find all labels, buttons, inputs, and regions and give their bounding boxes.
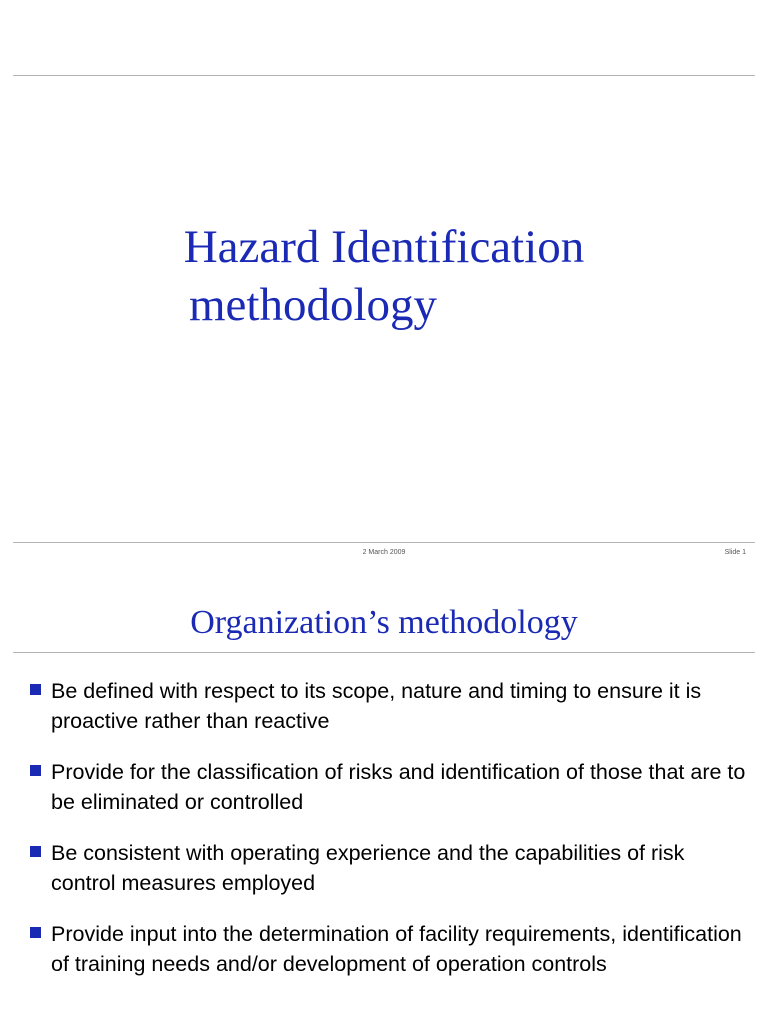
slide1-title-line2: methodology: [188, 279, 438, 331]
bullet-text: Provide input into the determination of facility requirements, identification of training needs and/or development of operation controls: [51, 922, 742, 976]
bullet-text: Provide for the classification of risks and identification of those that are to be eliminated or controlled: [51, 760, 746, 814]
bullet-item: [30, 838, 750, 898]
footer-slide-number: Slide 1: [724, 549, 746, 556]
slide2-title-rule: [13, 652, 755, 653]
bullet-item: [30, 919, 750, 979]
slide1-top-rule: [13, 75, 755, 76]
square-bullet-icon: [30, 684, 41, 695]
footer-date: 2 March 2009: [362, 549, 406, 556]
bullet-list: [30, 676, 750, 1000]
slide1-title: [0, 218, 768, 334]
bullet-item: [30, 676, 750, 736]
slide2-title: Organization’s methodology: [190, 604, 578, 641]
bullet-text: Be defined with respect to its scope, nature and timing to ensure it is proactive rather than reactive: [51, 679, 702, 733]
slide1-title-line1: Hazard Identification: [183, 221, 585, 273]
slide1-footer-rule: [13, 542, 755, 543]
square-bullet-icon: [30, 765, 41, 776]
square-bullet-icon: [30, 927, 41, 938]
bullet-text: Be consistent with operating experience and the capabilities of risk control measures employed: [51, 841, 685, 895]
square-bullet-icon: [30, 846, 41, 857]
bullet-item: [30, 757, 750, 817]
